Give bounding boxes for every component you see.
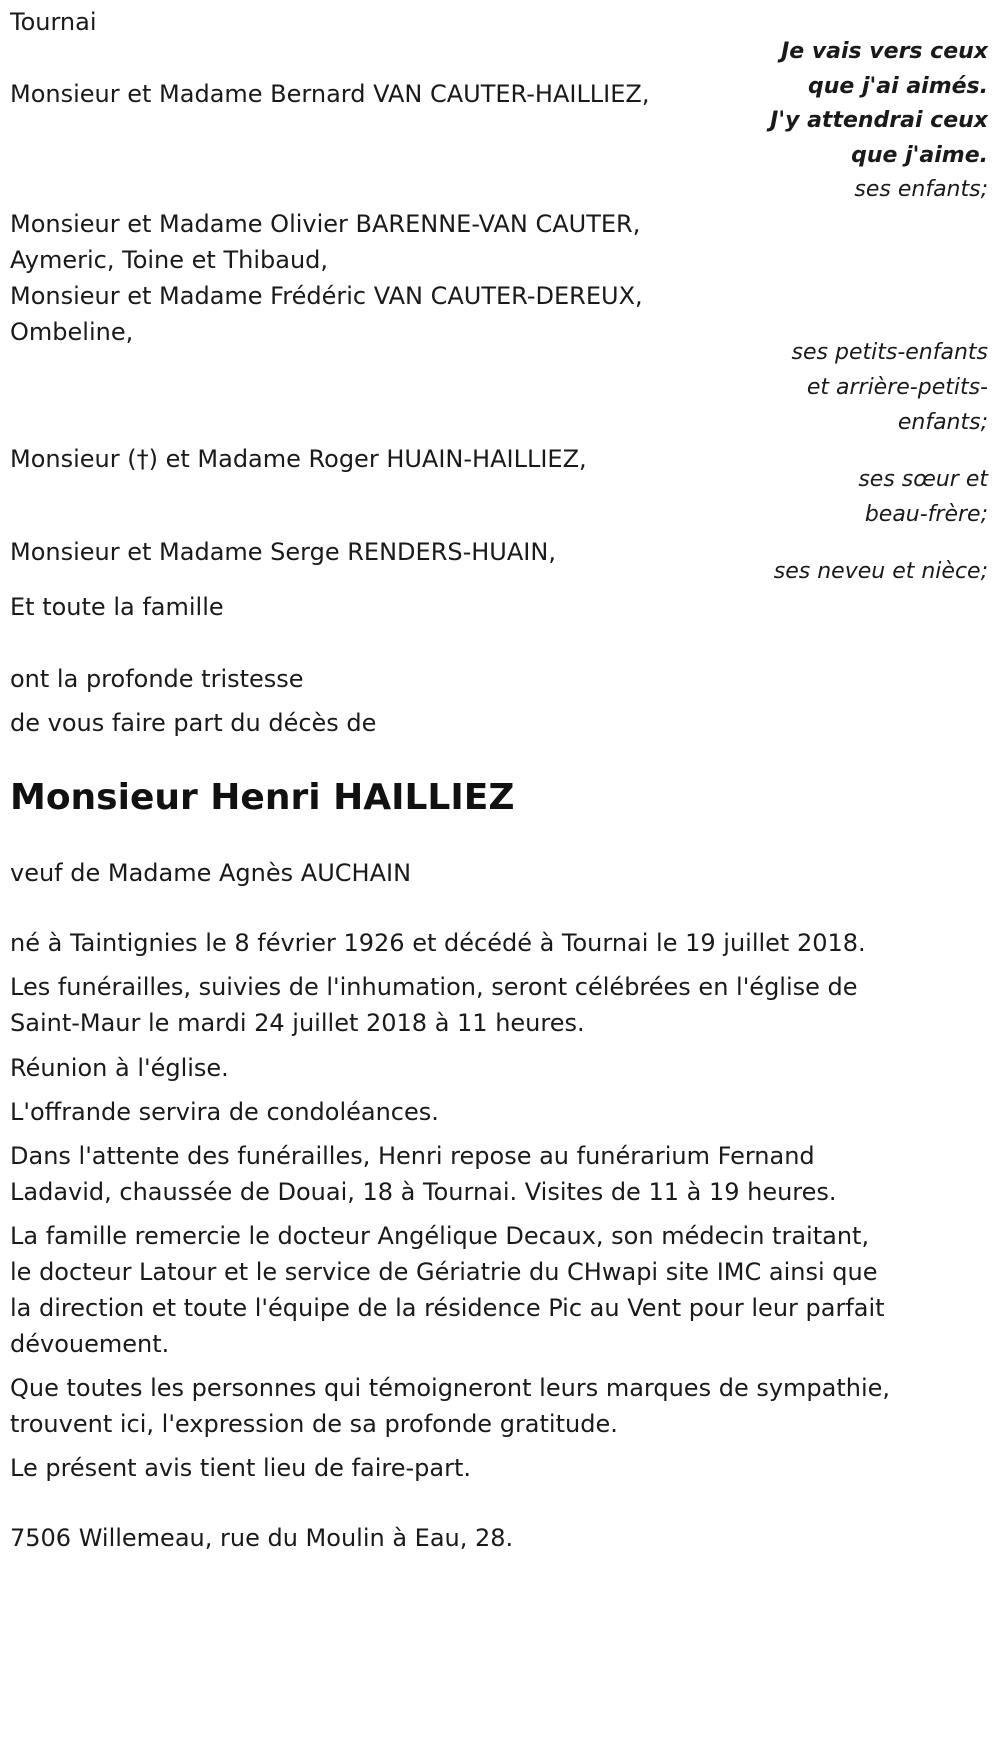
family-line-7: Monsieur et Madame Serge RENDERS-HUAIN,	[10, 538, 556, 566]
deceased-name: Monsieur Henri HAILLIEZ	[10, 777, 515, 818]
sympathy-line-2: trouvent ici, l'expression de sa profonde gratitude.	[10, 1410, 618, 1438]
poem-line-4: que j'aime.	[851, 143, 988, 168]
family-line-3: Aymeric, Toine et Thibaud,	[10, 246, 329, 274]
relation-nephew: ses neveu et nièce;	[773, 559, 988, 584]
relation-sister-1: ses sœur et	[858, 467, 988, 492]
offering-line: L'offrande servira de condoléances.	[10, 1098, 439, 1126]
thanks-line-2: le docteur Latour et le service de Gériatrie du CHwapi site IMC ainsi que	[10, 1258, 878, 1286]
address-line: 7506 Willemeau, rue du Moulin à Eau, 28.	[10, 1524, 514, 1552]
meeting-line: Réunion à l'église.	[10, 1054, 229, 1082]
family-line-8: Et toute la famille	[10, 593, 224, 621]
birth-death-line: né à Taintignies le 8 février 1926 et décédé à Tournai le 19 juillet 2018.	[10, 929, 866, 957]
funeral-line-2: Saint-Maur le mardi 24 juillet 2018 à 11 heures.	[10, 1009, 585, 1037]
relation-sister-2: beau-frère;	[864, 502, 988, 527]
family-line-2: Monsieur et Madame Olivier BARENNE-VAN CAUTER,	[10, 210, 641, 238]
family-line-6: Monsieur (†) et Madame Roger HUAIN-HAILLIEZ,	[10, 445, 587, 473]
family-line-5: Ombeline,	[10, 318, 134, 346]
relation-grandchildren-1: ses petits-enfants	[791, 340, 988, 365]
thanks-line-3: la direction et toute l'équipe de la résidence Pic au Vent pour leur parfait	[10, 1294, 885, 1322]
poem-line-1: Je vais vers ceux	[781, 39, 988, 64]
relation-children: ses enfants;	[854, 177, 988, 202]
funerarium-line-2: Ladavid, chaussée de Douai, 18 à Tournai. Visites de 11 à 19 heures.	[10, 1178, 837, 1206]
widower-line: veuf de Madame Agnès AUCHAIN	[10, 859, 412, 887]
relation-grandchildren-3: enfants;	[897, 410, 988, 435]
thanks-line-1: La famille remercie le docteur Angélique Decaux, son médecin traitant,	[10, 1222, 870, 1250]
relation-grandchildren-2: et arrière-petits-	[806, 375, 988, 400]
family-line-1: Monsieur et Madame Bernard VAN CAUTER-HAILLIEZ,	[10, 80, 650, 108]
poem-line-3: J'y attendrai ceux	[770, 108, 988, 133]
thanks-line-4: dévouement.	[10, 1330, 170, 1358]
family-line-4: Monsieur et Madame Frédéric VAN CAUTER-DEREUX,	[10, 282, 643, 310]
funerarium-line-1: Dans l'attente des funérailles, Henri repose au funérarium Fernand	[10, 1142, 815, 1170]
announce-line-1: ont la profonde tristesse	[10, 665, 304, 693]
funeral-line-1: Les funérailles, suivies de l'inhumation, seront célébrées en l'église de	[10, 973, 858, 1001]
poem-line-2: que j'ai aimés.	[808, 74, 988, 99]
announce-line-2: de vous faire part du décès de	[10, 709, 377, 737]
city: Tournai	[10, 8, 97, 36]
sympathy-line-1: Que toutes les personnes qui témoigneront leurs marques de sympathie,	[10, 1374, 891, 1402]
notice-line: Le présent avis tient lieu de faire-part.	[10, 1454, 472, 1482]
